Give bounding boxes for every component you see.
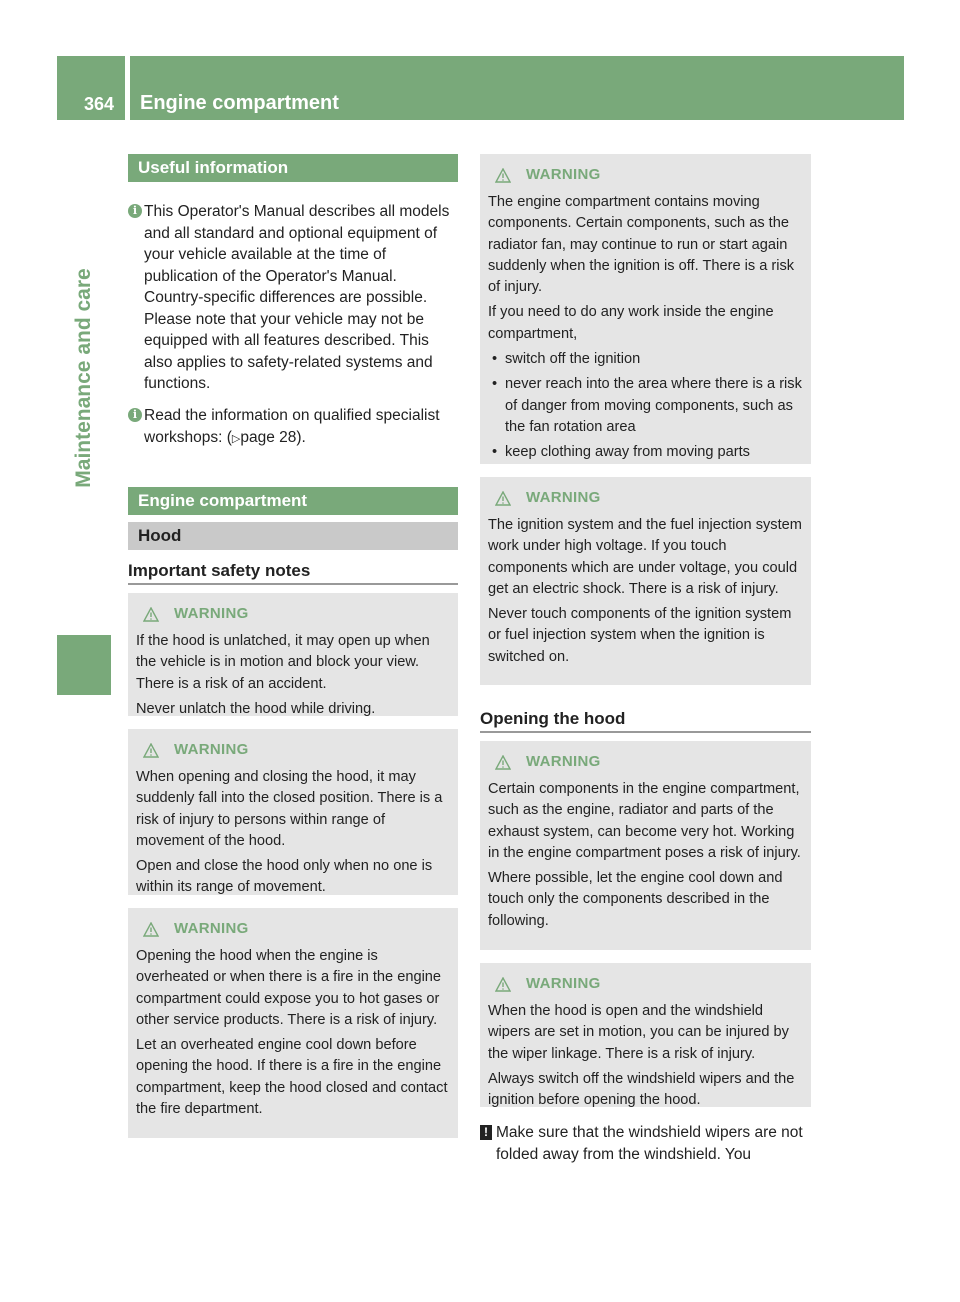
side-tab xyxy=(57,127,111,629)
warning-box-3 xyxy=(128,908,458,1138)
warning-text: The ignition system and the fuel injection system work under high voltage. If you touch components which are under voltage, you could get an electric shock. There is a risk of injury. xyxy=(488,517,802,597)
page-number: 364 xyxy=(84,94,115,114)
warning-box-1 xyxy=(128,593,458,716)
warning-triangle-icon xyxy=(143,607,159,622)
warning-text: The engine compartment contains moving components. Certain components, such as the radiator fan, may continue to run or start again suddenly when the ignition is off. There is a risk of injury. xyxy=(488,194,795,296)
warning-title: WARNING xyxy=(526,975,601,993)
important-safety-notes-heading: Important safety notes xyxy=(128,561,311,580)
list-item: • never reach into the area where there is a risk of danger from moving components, such as the fan rotation area xyxy=(488,374,803,438)
warning-title: WARNING xyxy=(174,605,249,623)
list-item: • keep clothing away from moving parts xyxy=(488,442,803,463)
warning-instruction: Never unlatch the hood while driving. xyxy=(136,700,376,717)
page-header xyxy=(130,56,904,120)
warning-instruction: Open and close the hood only when no one is within its range of movement. xyxy=(136,858,433,896)
info-icon: i xyxy=(128,408,142,422)
note-block xyxy=(480,1122,814,1165)
warning-box-6 xyxy=(480,741,811,950)
page-reference-arrow-icon: ▷ xyxy=(231,432,241,445)
warning-triangle-icon xyxy=(495,491,511,506)
warning-instruction: Never touch components of the ignition system or fuel injection system when the ignition is switched on. xyxy=(488,606,792,665)
warning-box-2 xyxy=(128,729,458,895)
warning-text: Opening the hood when the engine is overheated or when there is a fire in the engine compartment could expose you to hot gases or other service products. There is a risk of injury. xyxy=(136,948,442,1028)
note-text: Make sure that the windshield wipers are not folded away from the windshield. You xyxy=(496,1124,803,1163)
side-tab-label: Maintenance and care xyxy=(72,268,95,488)
warning-text: When the hood is open and the windshield wipers are set in motion, you can be injured by the wiper linkage. There is a risk of injury. xyxy=(488,1003,789,1062)
warning-box-4 xyxy=(480,154,811,464)
warning-text: When opening and closing the hood, it may suddenly fall into the closed position. There is a risk of injury to persons within range of movement of the hood. xyxy=(136,769,443,849)
page-number-box xyxy=(57,56,125,120)
warning-text: Certain components in the engine compartment, such as the engine, radiator and parts of the exhaust system, can become very hot. Working in the engine compartment poses a risk of injury. xyxy=(488,781,801,861)
heading-rule xyxy=(480,731,811,733)
info-text-1: This Operator's Manual describes all models and all standard and optional equipment of your vehicle available at the time of publication of the Operator's Manual. Country-specific differences are possible. Please note that your vehicle may not be equipped with all features described. This also applies to safety-related systems and functions. xyxy=(144,203,450,392)
warning-title: WARNING xyxy=(526,166,601,184)
warning-text: If the hood is unlatched, it may open up when the vehicle is in motion and block your view. There is a risk of an accident. xyxy=(136,633,430,692)
exclamation-icon: ! xyxy=(480,1125,492,1140)
warning-instruction: Let an overheated engine cool down before opening the hood. If there is a fire in the engine compartment, keep the hood closed and contact the fire department. xyxy=(136,1037,448,1118)
useful-information-heading: Useful information xyxy=(128,154,458,182)
warning-triangle-icon xyxy=(143,922,159,937)
list-item: • switch off the ignition xyxy=(488,349,803,370)
page-reference-link[interactable]: page 28 xyxy=(240,428,297,446)
warning-instruction: Always switch off the windshield wipers and the ignition before opening the hood. xyxy=(488,1070,795,1109)
info-block-1 xyxy=(128,201,460,395)
page-title: Engine compartment xyxy=(140,92,339,114)
info-icon: i xyxy=(128,204,142,218)
opening-the-hood-heading: Opening the hood xyxy=(480,709,626,728)
bullet-list xyxy=(488,349,803,463)
info-block-2 xyxy=(128,405,458,450)
warning-instruction: Where possible, let the engine cool down and touch only the components described in the following. xyxy=(488,870,783,929)
warning-triangle-icon xyxy=(143,743,159,758)
warning-box-7 xyxy=(480,963,811,1107)
warning-instruction: If you need to do any work inside the engine compartment, xyxy=(488,304,774,342)
warning-triangle-icon xyxy=(495,977,511,992)
warning-triangle-icon xyxy=(495,168,511,183)
warning-title: WARNING xyxy=(174,741,249,759)
engine-compartment-heading: Engine compartment xyxy=(128,487,458,515)
info-text-2: Read the information on qualified specialist workshops: (▷page 28). xyxy=(144,407,440,446)
warning-triangle-icon xyxy=(495,755,511,770)
warning-title: WARNING xyxy=(526,489,601,507)
heading-rule xyxy=(128,583,458,585)
warning-box-5 xyxy=(480,477,811,685)
warning-title: WARNING xyxy=(526,753,601,771)
side-tab-marker xyxy=(57,635,111,695)
hood-heading: Hood xyxy=(128,522,458,550)
warning-title: WARNING xyxy=(174,920,249,938)
